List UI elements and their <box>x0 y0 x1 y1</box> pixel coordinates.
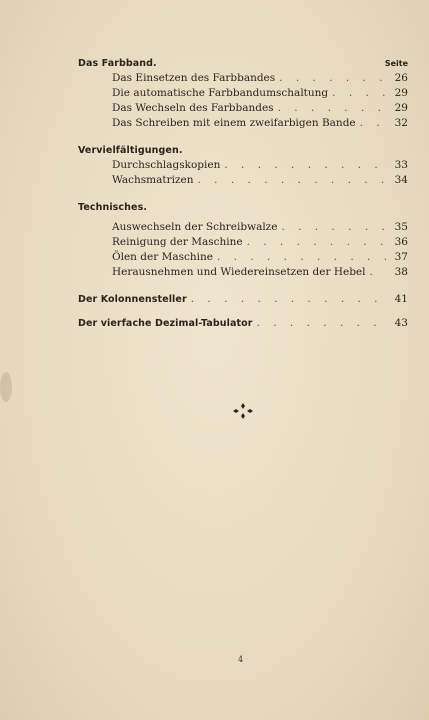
toc-entry <box>78 220 408 235</box>
leader-dots <box>194 173 387 188</box>
toc-entry <box>78 86 408 101</box>
leader-dots <box>187 292 386 307</box>
toc-entry <box>78 101 408 116</box>
section-heading: Technisches. <box>78 202 148 213</box>
leader-dots <box>243 235 386 250</box>
leader-dots <box>220 158 386 173</box>
entry-title: Der Kolonnensteller <box>78 294 187 305</box>
entry-page: 37 <box>394 251 408 263</box>
entry-title: Das Schreiben mit einem zweifarbigen Bande <box>112 117 356 129</box>
entry-title: Das Wechseln des Farbbandes <box>112 102 274 114</box>
fleuron-ornament-icon <box>231 402 255 420</box>
toc-section-farbband <box>78 56 408 71</box>
leader-dots <box>356 116 386 131</box>
leader-dots <box>275 71 386 86</box>
seite-column-label: Seite <box>384 59 408 68</box>
entry-title: Durchschlagskopien <box>112 159 221 171</box>
section-heading: Das Farbband. <box>78 58 157 69</box>
toc-entry <box>78 265 408 280</box>
toc-entry <box>78 235 408 250</box>
entry-title: Die automatische Farbbandumschaltung <box>112 87 329 99</box>
toc-entry <box>78 173 408 188</box>
entry-page: 38 <box>394 266 408 278</box>
entry-page: 41 <box>394 293 408 305</box>
toc-entry-tabulator <box>78 316 408 331</box>
toc-entry <box>78 158 408 173</box>
toc-entry <box>78 71 408 86</box>
section-heading: Vervielfältigungen. <box>78 145 183 156</box>
entry-page: 36 <box>394 236 408 248</box>
entry-title: Auswechseln der Schreibwalze <box>112 221 278 233</box>
entry-page: 32 <box>394 117 408 129</box>
table-of-contents <box>78 56 408 331</box>
toc-entry-kolonnensteller <box>78 292 408 307</box>
entry-page: 43 <box>394 317 408 329</box>
entry-page: 35 <box>394 221 408 233</box>
leader-dots <box>253 316 386 331</box>
leader-dots <box>366 265 387 280</box>
entry-page: 29 <box>394 87 408 99</box>
entry-title: Wachsmatrizen <box>112 174 194 186</box>
toc-section-vervielfaeltigungen <box>78 143 408 158</box>
paper-stain <box>0 372 12 402</box>
entry-page: 33 <box>394 159 408 171</box>
entry-title: Herausnehmen und Wiedereinsetzen der Hebel <box>112 266 366 278</box>
entry-title: Das Einsetzen des Farbbandes <box>112 72 276 84</box>
leader-dots <box>213 250 386 265</box>
toc-section-technisches <box>78 200 408 215</box>
page-number: 4 <box>238 655 244 664</box>
leader-dots <box>277 220 386 235</box>
toc-entry <box>78 116 408 131</box>
entry-title: Reinigung der Maschine <box>112 236 243 248</box>
leader-dots <box>274 101 386 116</box>
entry-page: 26 <box>394 72 408 84</box>
entry-title: Der vierfache Dezimal-Tabulator <box>78 318 253 329</box>
entry-title: Ölen der Maschine <box>112 251 213 263</box>
toc-entry <box>78 250 408 265</box>
entry-page: 29 <box>394 102 408 114</box>
leader-dots <box>328 86 386 101</box>
entry-page: 34 <box>394 174 408 186</box>
